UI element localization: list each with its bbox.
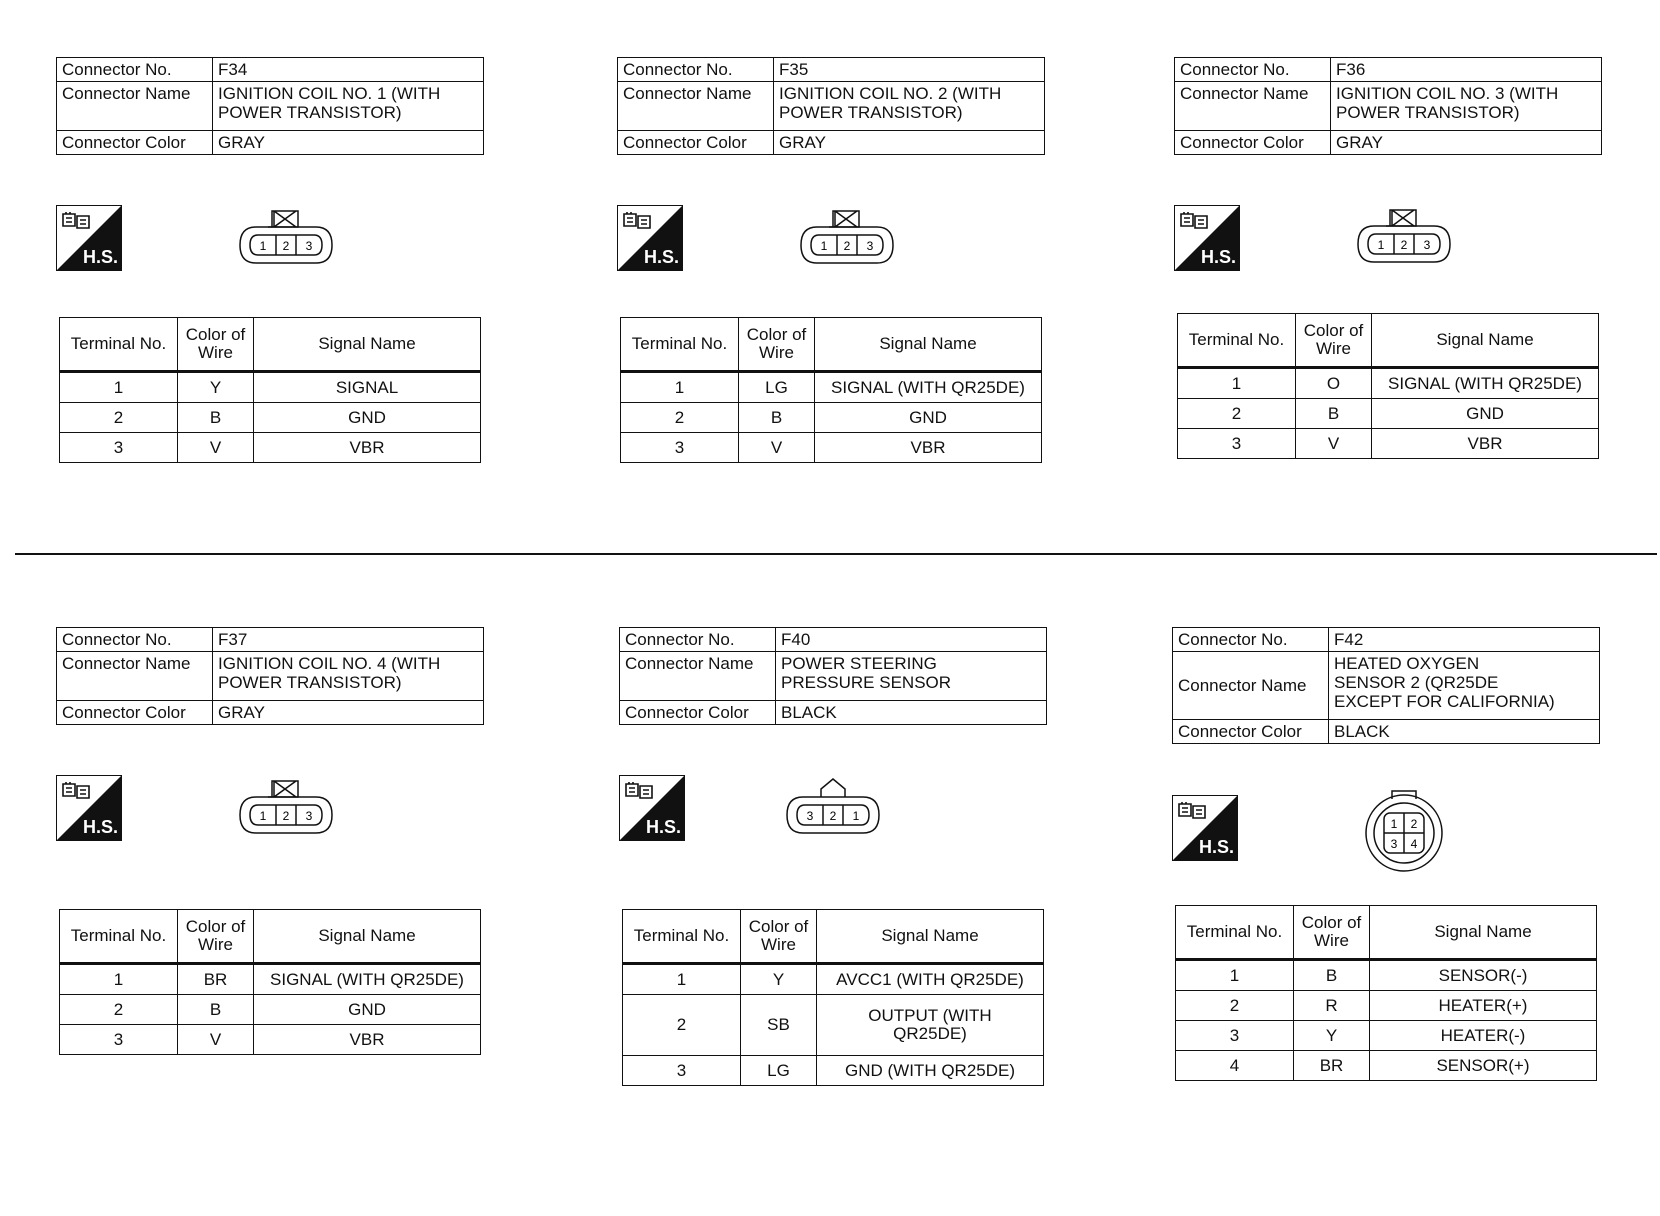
signal-name-header: Signal Name [254, 318, 481, 372]
wire-color-cell: V [739, 433, 815, 463]
connector-panel-f40 [619, 627, 1069, 1147]
connector-color-label: Connector Color [1175, 131, 1331, 155]
text-line: SENSOR(+) [1436, 1055, 1530, 1075]
text-line: Color of [1301, 913, 1362, 932]
signal-name-header: Signal Name [1370, 906, 1597, 960]
color-of-wire-header [178, 318, 254, 372]
text-line: POWER TRANSISTOR) [779, 103, 963, 122]
pin-label: 1 [1377, 238, 1385, 252]
terminal-table [620, 317, 1042, 463]
wire-color-cell: V [1296, 429, 1372, 459]
signal-name-cell [1370, 1021, 1597, 1051]
terminal-row [623, 964, 1044, 995]
text-line: Color of [746, 325, 807, 344]
hs-label: H.S. [82, 247, 118, 267]
terminal-row [623, 1056, 1044, 1086]
text-line: POWER TRANSISTOR) [218, 673, 402, 692]
text-line: HEATER(+) [1438, 995, 1528, 1015]
text-line: AVCC1 (WITH QR25DE) [836, 969, 1024, 989]
signal-name-cell [254, 372, 481, 403]
signal-name-header: Signal Name [817, 910, 1044, 964]
signal-name-cell [254, 403, 481, 433]
pin-label: 3 [1390, 837, 1398, 851]
harness-side-icon [56, 205, 122, 271]
text-line: OUTPUT (WITH [868, 1006, 992, 1025]
text-line: POWER TRANSISTOR) [218, 103, 402, 122]
connector-name-value [1329, 652, 1600, 720]
connector-color-value: BLACK [1329, 720, 1600, 744]
text-line: IGNITION COIL NO. 2 (WITH [779, 84, 1002, 103]
color-of-wire-header [1294, 906, 1370, 960]
signal-name-cell [254, 995, 481, 1025]
connector-name-label: Connector Name [57, 652, 213, 701]
text-line: Color of [748, 917, 809, 936]
signal-name-cell [817, 964, 1044, 995]
terminal-row [60, 372, 481, 403]
terminal-no-cell: 1 [60, 964, 178, 995]
signal-name-cell [815, 433, 1042, 463]
signal-name-cell [1370, 1051, 1597, 1081]
text-line: Wire [759, 343, 794, 362]
connector-info-table [1172, 627, 1600, 744]
text-line: SIGNAL (WITH QR25DE) [1388, 373, 1582, 393]
latch-shape [829, 211, 859, 227]
text-line: SIGNAL [335, 377, 399, 397]
connector-no-value: F36 [1331, 58, 1602, 82]
connector-name-label: Connector Name [1175, 82, 1331, 131]
text-line: POWER STEERING [781, 654, 937, 673]
connector-diagram [1354, 204, 1454, 266]
text-line: Wire [198, 935, 233, 954]
harness-side-icon [1174, 205, 1240, 271]
text-line: Wire [1316, 339, 1351, 358]
connector-diagram [236, 205, 336, 267]
terminal-no-header: Terminal No. [60, 318, 178, 372]
text-line: IGNITION COIL NO. 1 (WITH [218, 84, 441, 103]
terminal-no-cell: 2 [1178, 399, 1296, 429]
text-line: Wire [1314, 931, 1349, 950]
connector-face-svg [1362, 787, 1446, 873]
connector-no-value: F35 [774, 58, 1045, 82]
pin-label: 3 [806, 809, 814, 823]
color-of-wire-header [1296, 314, 1372, 368]
text-line: IGNITION COIL NO. 3 (WITH [1336, 84, 1559, 103]
wire-color-cell: LG [741, 1056, 817, 1086]
connector-diagram [797, 205, 897, 267]
connector-color-label: Connector Color [57, 131, 213, 155]
terminal-table [1177, 313, 1599, 459]
signal-name-cell [815, 403, 1042, 433]
latch-shape [268, 781, 298, 797]
latch-shape [1386, 210, 1416, 226]
terminal-row [60, 433, 481, 463]
connector-name-value [213, 82, 484, 131]
pin-label: 2 [829, 809, 837, 823]
terminal-no-cell: 2 [1176, 991, 1294, 1021]
signal-name-cell [254, 964, 481, 995]
pin-label: 2 [1400, 238, 1408, 252]
terminal-table [1175, 905, 1597, 1081]
terminal-row [1176, 960, 1597, 991]
text-line: VBR [1467, 433, 1503, 453]
terminal-no-header: Terminal No. [60, 910, 178, 964]
wire-color-cell: B [1296, 399, 1372, 429]
terminal-table [59, 909, 481, 1055]
pin-label: 2 [843, 239, 851, 253]
wire-color-cell: Y [178, 372, 254, 403]
terminal-row [1178, 368, 1599, 399]
text-line: Wire [761, 935, 796, 954]
connector-no-label: Connector No. [1175, 58, 1331, 82]
connector-panel-f34 [56, 57, 506, 577]
pin-label: 3 [1423, 238, 1431, 252]
connector-no-label: Connector No. [618, 58, 774, 82]
harness-side-icon [56, 775, 122, 841]
connector-info-table [619, 627, 1047, 725]
latch-shape [268, 211, 298, 227]
text-line: EXCEPT FOR CALIFORNIA) [1334, 692, 1555, 711]
terminal-row [621, 433, 1042, 463]
terminal-no-cell: 1 [60, 372, 178, 403]
connector-info-table [56, 57, 484, 155]
connector-face-svg [236, 775, 336, 837]
connector-face-svg [797, 205, 897, 267]
text-line: GND [348, 999, 386, 1019]
terminal-table [622, 909, 1044, 1086]
terminal-no-header: Terminal No. [621, 318, 739, 372]
signal-name-cell [254, 433, 481, 463]
pin-label: 3 [866, 239, 874, 253]
signal-name-cell [1372, 399, 1599, 429]
hs-label: H.S. [643, 247, 679, 267]
connector-glyph-icon [1177, 800, 1207, 822]
connector-face-svg [236, 205, 336, 267]
wire-color-cell: B [178, 995, 254, 1025]
wire-color-cell: BR [1294, 1051, 1370, 1081]
text-line: HEATER(-) [1440, 1025, 1526, 1045]
pin-label: 1 [259, 239, 267, 253]
harness-side-icon [1172, 795, 1238, 861]
text-line: IGNITION COIL NO. 4 (WITH [218, 654, 441, 673]
color-of-wire-header [741, 910, 817, 964]
signal-name-header: Signal Name [1372, 314, 1599, 368]
pin-label: 3 [305, 809, 313, 823]
wire-color-cell: V [178, 1025, 254, 1055]
terminal-no-cell: 4 [1176, 1051, 1294, 1081]
terminal-no-cell: 1 [621, 372, 739, 403]
wire-color-cell: B [178, 403, 254, 433]
connector-no-label: Connector No. [57, 58, 213, 82]
connector-panel-f37 [56, 627, 506, 1147]
connector-color-value: GRAY [213, 131, 484, 155]
connector-face-svg [783, 775, 883, 837]
terminal-no-cell: 1 [623, 964, 741, 995]
wire-color-cell: B [739, 403, 815, 433]
terminal-no-cell: 2 [60, 995, 178, 1025]
terminal-no-cell: 1 [1176, 960, 1294, 991]
terminal-no-cell: 3 [60, 1025, 178, 1055]
terminal-row [1178, 429, 1599, 459]
connector-glyph-icon [61, 210, 91, 232]
wire-color-cell: LG [739, 372, 815, 403]
connector-no-value: F34 [213, 58, 484, 82]
signal-name-cell [1372, 429, 1599, 459]
connector-color-value: GRAY [1331, 131, 1602, 155]
terminal-no-cell: 3 [1176, 1021, 1294, 1051]
terminal-no-cell: 2 [623, 995, 741, 1056]
text-line: Color of [185, 325, 246, 344]
terminal-no-cell: 3 [1178, 429, 1296, 459]
text-line: POWER TRANSISTOR) [1336, 103, 1520, 122]
wire-color-cell: O [1296, 368, 1372, 399]
text-line: SENSOR 2 (QR25DE [1334, 673, 1499, 692]
text-line: SIGNAL (WITH QR25DE) [270, 969, 464, 989]
connector-info-table [56, 627, 484, 725]
color-of-wire-header [739, 318, 815, 372]
signal-name-cell [1370, 960, 1597, 991]
terminal-row [1176, 1021, 1597, 1051]
terminal-no-cell: 2 [621, 403, 739, 433]
text-line: VBR [910, 437, 946, 457]
connector-name-label: Connector Name [620, 652, 776, 701]
key-shape [821, 779, 845, 797]
connector-name-value [774, 82, 1045, 131]
text-line: VBR [349, 437, 385, 457]
wire-color-cell: R [1294, 991, 1370, 1021]
terminal-row [623, 995, 1044, 1056]
text-line: SENSOR(-) [1438, 965, 1528, 985]
signal-name-cell [815, 372, 1042, 403]
connector-glyph-icon [624, 780, 654, 802]
signal-name-cell [1370, 991, 1597, 1021]
signal-name-cell [254, 1025, 481, 1055]
text-line: GND [348, 407, 386, 427]
terminal-no-cell: 3 [60, 433, 178, 463]
terminal-row [60, 995, 481, 1025]
pin-label: 1 [852, 809, 860, 823]
wire-color-cell: Y [741, 964, 817, 995]
terminal-no-cell: 1 [1178, 368, 1296, 399]
connector-diagram [783, 775, 883, 837]
connector-diagram [236, 775, 336, 837]
pin-label: 4 [1410, 837, 1418, 851]
text-line: GND [1466, 403, 1504, 423]
hs-label: H.S. [645, 817, 681, 837]
connector-no-value: F40 [776, 628, 1047, 652]
signal-name-cell [1372, 368, 1599, 399]
text-line: QR25DE) [893, 1024, 967, 1043]
wire-color-cell: B [1294, 960, 1370, 991]
terminal-row [60, 964, 481, 995]
hs-label: H.S. [1198, 837, 1234, 857]
terminal-no-header: Terminal No. [1176, 906, 1294, 960]
terminal-row [1176, 1051, 1597, 1081]
connector-panel-f42 [1172, 627, 1622, 1147]
pin-label: 1 [259, 809, 267, 823]
connector-color-value: BLACK [776, 701, 1047, 725]
connector-no-label: Connector No. [1173, 628, 1329, 652]
terminal-row [1178, 399, 1599, 429]
text-line: Color of [185, 917, 246, 936]
text-line: Color of [1303, 321, 1364, 340]
connector-name-label: Connector Name [1173, 652, 1329, 720]
connector-glyph-icon [1179, 210, 1209, 232]
harness-side-icon [619, 775, 685, 841]
pin-label: 2 [1410, 817, 1418, 831]
wire-color-cell: Y [1294, 1021, 1370, 1051]
terminal-no-cell: 3 [623, 1056, 741, 1086]
terminal-table [59, 317, 481, 463]
connector-glyph-icon [622, 210, 652, 232]
wire-color-cell: BR [178, 964, 254, 995]
connector-name-label: Connector Name [57, 82, 213, 131]
connector-name-value [1331, 82, 1602, 131]
signal-name-cell [817, 1056, 1044, 1086]
text-line: SIGNAL (WITH QR25DE) [831, 377, 1025, 397]
connector-no-value: F42 [1329, 628, 1600, 652]
connector-no-value: F37 [213, 628, 484, 652]
connector-face-svg [1354, 204, 1454, 266]
pin-label: 1 [820, 239, 828, 253]
terminal-row [60, 403, 481, 433]
wire-color-cell: V [178, 433, 254, 463]
signal-name-header: Signal Name [815, 318, 1042, 372]
hs-label: H.S. [1200, 247, 1236, 267]
text-line: VBR [349, 1029, 385, 1049]
connector-no-label: Connector No. [620, 628, 776, 652]
terminal-row [1176, 991, 1597, 1021]
signal-name-cell [817, 995, 1044, 1056]
text-line: Wire [198, 343, 233, 362]
connector-color-label: Connector Color [1173, 720, 1329, 744]
connector-color-label: Connector Color [618, 131, 774, 155]
terminal-row [621, 372, 1042, 403]
signal-name-header: Signal Name [254, 910, 481, 964]
connector-name-label: Connector Name [618, 82, 774, 131]
terminal-no-cell: 2 [60, 403, 178, 433]
connector-color-label: Connector Color [57, 701, 213, 725]
connector-panel-f36 [1174, 57, 1624, 577]
terminal-no-header: Terminal No. [1178, 314, 1296, 368]
connector-name-value [776, 652, 1047, 701]
terminal-no-header: Terminal No. [623, 910, 741, 964]
connector-info-table [617, 57, 1045, 155]
connector-name-value [213, 652, 484, 701]
pin-label: 2 [282, 239, 290, 253]
color-of-wire-header [178, 910, 254, 964]
terminal-row [60, 1025, 481, 1055]
pin-label: 2 [282, 809, 290, 823]
hs-label: H.S. [82, 817, 118, 837]
harness-side-icon [617, 205, 683, 271]
terminal-no-cell: 3 [621, 433, 739, 463]
connector-panel-f35 [617, 57, 1067, 577]
text-line: GND [909, 407, 947, 427]
text-line: HEATED OXYGEN [1334, 654, 1480, 673]
pin-label: 3 [305, 239, 313, 253]
connector-color-label: Connector Color [620, 701, 776, 725]
text-line: PRESSURE SENSOR [781, 673, 952, 692]
connector-info-table [1174, 57, 1602, 155]
connector-glyph-icon [61, 780, 91, 802]
connector-color-value: GRAY [774, 131, 1045, 155]
pin-label: 1 [1390, 817, 1398, 831]
connector-diagram [1362, 787, 1446, 873]
text-line: GND (WITH QR25DE) [845, 1060, 1015, 1080]
connector-color-value: GRAY [213, 701, 484, 725]
terminal-row [621, 403, 1042, 433]
connector-no-label: Connector No. [57, 628, 213, 652]
wire-color-cell: SB [741, 995, 817, 1056]
